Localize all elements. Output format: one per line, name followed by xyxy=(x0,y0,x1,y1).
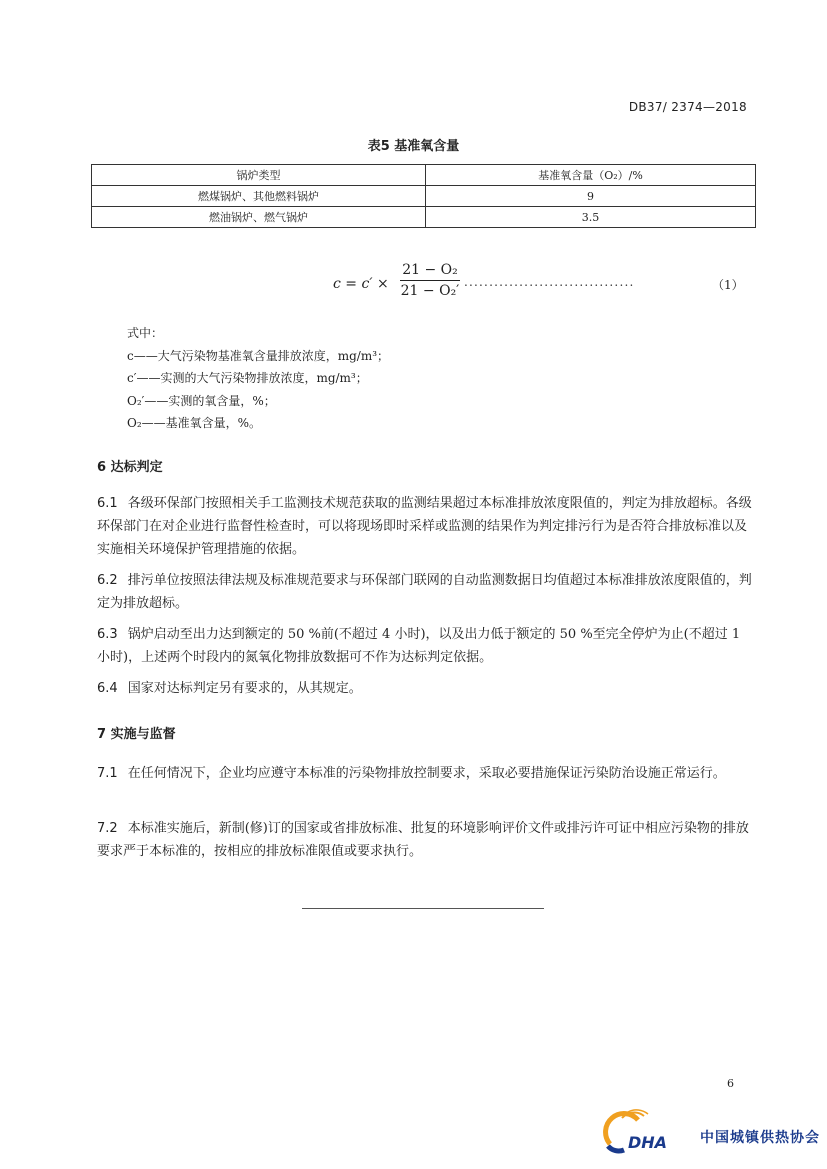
clause-text: 各级环保部门按照相关手工监测技术规范获取的监测结果超过本标准排放浓度限值的，判定为排放超标。各级环保部门在对企业进行监督性检查时，可以将现场即时采样或监测的结果作为判定排污行为是否符合排放标准以及实施相关环境保护管理措施的依据。 xyxy=(97,496,752,557)
svg-text:DHA: DHA xyxy=(628,1133,668,1152)
clause-6-3 xyxy=(97,623,757,669)
page-number: 6 xyxy=(727,1077,734,1090)
table-cell: 燃油锅炉、燃气锅炉 xyxy=(92,207,426,228)
section-heading-6: 6 达标判定 xyxy=(97,460,163,475)
table-header-cell: 基准氧含量（O₂）/% xyxy=(426,165,756,186)
section-heading-7: 7 实施与监督 xyxy=(97,727,176,742)
clause-6-2 xyxy=(97,569,757,615)
clause-7-2 xyxy=(97,817,757,863)
clause-number: 7.1 xyxy=(97,766,118,781)
cdha-logo-icon xyxy=(602,1108,697,1154)
table-header-cell: 锅炉类型 xyxy=(92,165,426,186)
definitions-intro: 式中： xyxy=(127,326,164,340)
definition-item: O₂′——实测的氧含量，%； xyxy=(127,393,276,408)
definition-item: O₂——基准氧含量，%。 xyxy=(127,416,262,430)
table-row xyxy=(92,207,756,228)
formula-fraction xyxy=(400,262,460,299)
clause-6-1 xyxy=(97,492,757,561)
clause-7-1 xyxy=(97,762,757,785)
clause-text: 在任何情况下，企业均应遵守本标准的污染物排放控制要求，采取必要措施保证污染防治设施正常运行。 xyxy=(127,766,726,781)
clause-number: 6.3 xyxy=(97,627,118,642)
clause-text: 锅炉启动至出力达到额定的 50 %前(不超过 4 小时)，以及出力低于额定的 50 %至完全停炉为止(不超过 1 小时)，上述两个时段内的氮氧化物排放数据可不作为达标判定依据。 xyxy=(97,627,741,665)
table-title: 表5 基准氧含量 xyxy=(367,139,460,154)
clause-text: 本标准实施后，新制(修)订的国家或省排放标准、批复的环境影响评价文件或排污许可证中相应污染物的排放要求严于本标准的，按相应的排放标准限值或要求执行。 xyxy=(97,821,749,859)
clause-number: 6.1 xyxy=(97,496,118,511)
table-header-row xyxy=(92,165,756,186)
table-cell: 3.5 xyxy=(426,207,756,228)
formula-lhs: c = c′ × xyxy=(333,276,389,292)
definition-item: c——大气污染物基准氧含量排放浓度，mg/m³； xyxy=(127,348,390,363)
document-code: DB37/ 2374—2018 xyxy=(628,100,747,114)
formula-numerator: 21 − O₂ xyxy=(400,262,460,281)
end-rule xyxy=(302,908,544,909)
formula-denominator: 21 − O₂′ xyxy=(400,283,460,299)
table-row xyxy=(92,186,756,207)
table-cell: 9 xyxy=(426,186,756,207)
clause-text: 排污单位按照法律法规及标准规范要求与环保部门联网的自动监测数据日均值超过本标准排放浓度限值的，判定为排放超标。 xyxy=(97,573,752,611)
clause-number: 6.2 xyxy=(97,573,118,588)
clause-number: 7.2 xyxy=(97,821,118,836)
formula-definitions xyxy=(127,322,389,435)
clause-text: 国家对达标判定另有要求的，从其规定。 xyxy=(127,681,362,696)
clause-6-4 xyxy=(97,677,757,700)
equation-number: （1） xyxy=(712,278,744,292)
formula-leader-dots: .................................. xyxy=(464,275,635,289)
table-cell: 燃煤锅炉、其他燃料锅炉 xyxy=(92,186,426,207)
logo-name: 中国城镇供热协会 xyxy=(700,1130,820,1146)
clause-number: 6.4 xyxy=(97,681,118,696)
oxygen-table xyxy=(91,164,756,228)
definition-item: c′——实测的大气污染物排放浓度，mg/m³； xyxy=(127,371,368,385)
